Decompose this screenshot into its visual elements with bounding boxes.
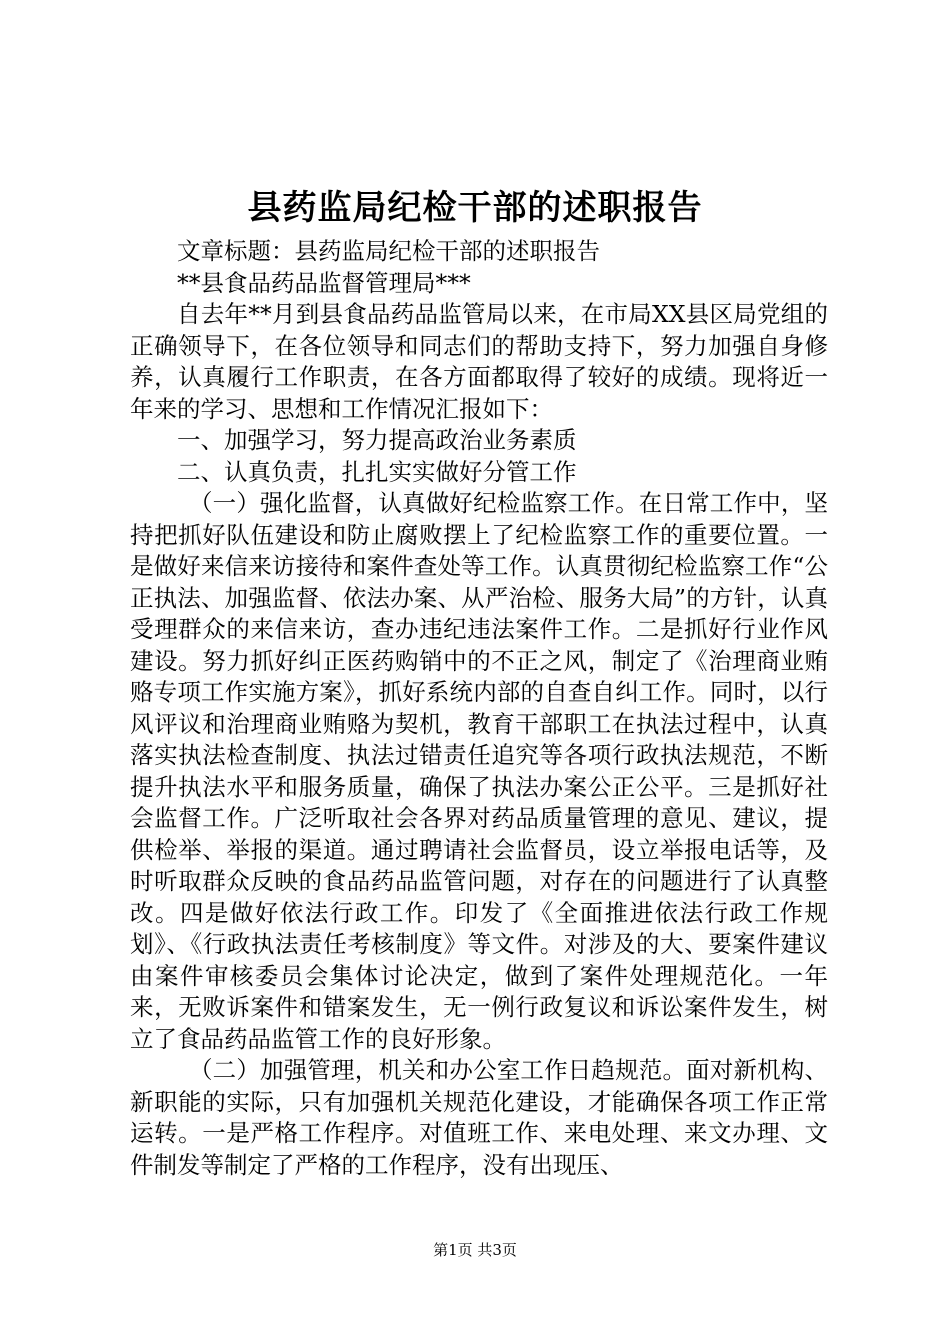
section-heading: 一、加强学习，努力提高政治业务素质 — [177, 426, 577, 454]
page-footer: 第1页 共3页 — [433, 1241, 517, 1259]
body-paragraph: 自去年**月到县食品药品监管局以来，在市局XX县区局党组的正确领导下，在各位领导和同志们的帮助支持下，努力加强自身修养，认真履行工作职责，在各方面都取得了较好的成绩。现将近一年来的学习、思想和工作情况汇报如下： — [130, 300, 828, 423]
author-line: **县食品药品监督管理局*** — [177, 268, 471, 297]
body-paragraph: （一）强化监督，认真做好纪检监察工作。在日常工作中，坚持把抓好队伍建设和防止腐败摆上了纪检监察工作的重要位置。一是做好来信来访接待和案件查处等工作。认真贯彻纪检监察工作“公正执法、加强监督、依法办案、从严治检、服务大局”的方针，认真受理群众的来信来访，查办违纪违法案件工作。二是抓好行业作风建设。努力抓好纠正医药购销中的不正之风，制定了《治理商业贿赂专项工作实施方案》，抓好系统内部的自查自纠工作。同时，以行风评议和治理商业贿赂为契机，教育干部职工在执法过程中，认真落实执法检查制度、执法过错责任追究等各项行政执法规范，不断提升执法水平和服务质量，确保了执法办案公正公平。三是抓好社会监督工作。广泛听取社会各界对药品质量管理的意见、建议，提供检举、举报的渠道。通过聘请社会监督员，设立举报电话等，及时听取群众反映的食品药品监管问题，对存在的问题进行了认真整改。四是做好依法行政工作。印发了《全面推进依法行政工作规划》、《行政执法责任考核制度》等文件。对涉及的大、要案件建议由案件审核委员会集体讨论决定，做到了案件处理规范化。一年来，无败诉案件和错案发生，无一例行政复议和诉讼案件发生，树立了食品药品监管工作的良好形象。 — [130, 489, 828, 1053]
body-paragraph: （二）加强管理，机关和办公室工作日趋规范。面对新机构、新职能的实际，只有加强机关规范化建设，才能确保各项工作正常运转。一是严格工作程序。对值班工作、来电处理、来文办理、文件制发等制定了严格的工作程序，没有出现压、 — [130, 1056, 828, 1179]
section-heading: 二、认真负责，扎扎实实做好分管工作 — [177, 457, 577, 486]
article-title-line: 文章标题：县药监局纪检干部的述职报告 — [177, 237, 600, 265]
document-body — [130, 236, 828, 1181]
document-title: 县药监局纪检干部的述职报告 — [247, 188, 703, 228]
